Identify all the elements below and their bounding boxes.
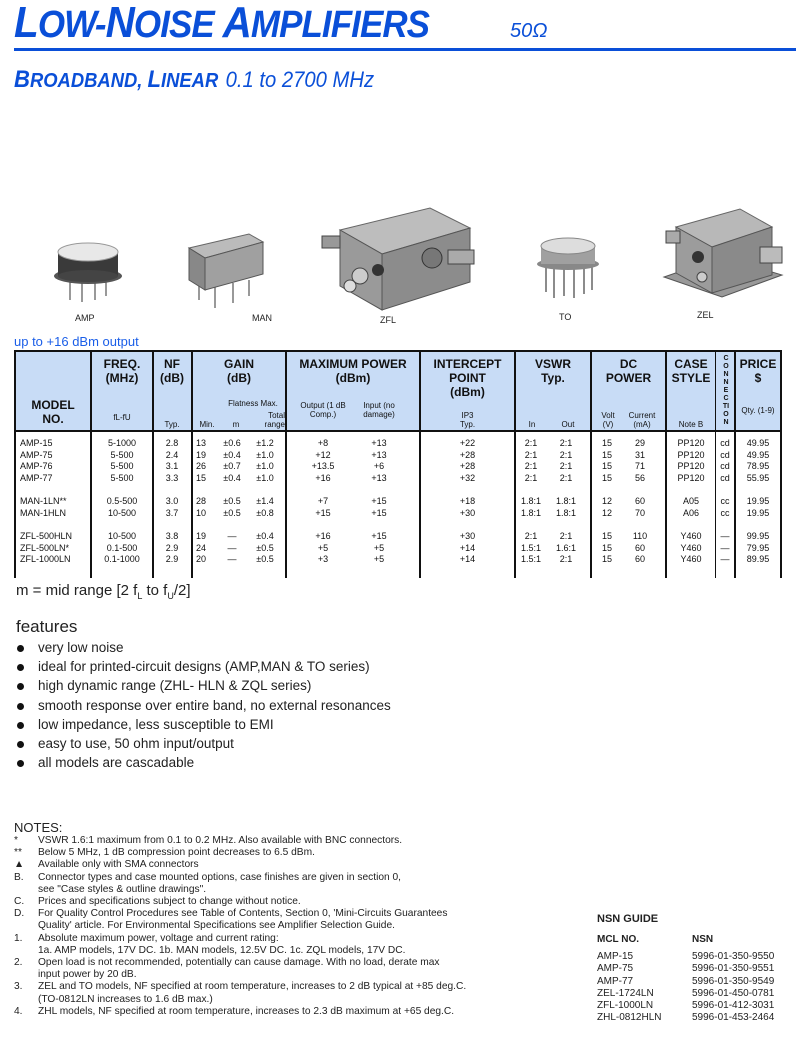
feature-item: very low noise	[16, 638, 391, 657]
cell-nf: 3.1	[165, 461, 179, 471]
cell-vin: 1.5:1	[520, 554, 542, 564]
cell-cur: 60	[634, 554, 645, 564]
man-product-image	[185, 228, 270, 313]
nsn-row	[597, 988, 774, 1000]
nsn-number: 5996-01-450-0781	[692, 987, 775, 999]
zfl-product-image	[320, 200, 480, 312]
note-item	[14, 859, 574, 871]
feature-item: all models are cascadable	[16, 753, 391, 772]
cell-nf: 3.0	[165, 496, 179, 506]
note-item	[14, 847, 574, 859]
cell-vin: 1.8:1	[520, 507, 542, 518]
cell-gtot: ±1.0	[256, 472, 274, 483]
note-item	[14, 981, 574, 1005]
cell-ip3: +18	[459, 496, 476, 506]
cell-vin: 2:1	[524, 449, 538, 460]
cell-case: Y460	[680, 542, 702, 553]
cell-case: PP120	[677, 472, 705, 483]
cell-cur: 70	[634, 507, 645, 518]
cell-nf: 2.4	[165, 449, 179, 460]
title-rule	[14, 48, 796, 51]
notes-heading: NOTES:	[14, 820, 63, 835]
cell-freq: 10-500	[107, 507, 137, 518]
cell-pin: +13	[371, 449, 387, 460]
note-text-continued: input power by 20 dB.	[38, 969, 137, 981]
cell-gtot: ±0.5	[256, 542, 274, 553]
midrange-definition: m = mid range [2 $f_L$ to $f_U/2$]	[16, 582, 191, 601]
cell-gmin: 28	[196, 496, 207, 506]
feature-item: high dynamic range (ZHL- HLN & ZQL series)	[16, 676, 391, 695]
feature-item: smooth response over entire band, no external resonances	[16, 696, 391, 715]
cell-gtot: ±1.0	[256, 461, 274, 471]
cell-volt: 15	[601, 542, 612, 553]
cell-price: 89.95	[746, 554, 770, 564]
cell-freq: 5-500	[110, 461, 134, 471]
note-marker: 4.	[14, 1005, 23, 1017]
cell-freq: 0.1-1000	[104, 554, 140, 564]
cell-gm: ±0.7	[223, 461, 241, 471]
nsn-row	[597, 951, 774, 963]
note-text: Connector types and case mounted options, case finishes are given in section 0,	[38, 871, 402, 883]
cell-freq: 5-500	[110, 449, 134, 460]
cell-model: AMP-75	[20, 449, 53, 460]
cell-vout: 1.8:1	[555, 507, 577, 518]
cell-vin: 1.8:1	[520, 496, 542, 506]
cell-gm: —	[227, 542, 237, 553]
cell-model: ZFL-1000LN	[20, 554, 71, 564]
cell-pout: +16	[315, 531, 331, 541]
cell-conn: cd	[720, 461, 730, 471]
cell-price: 55.95	[746, 472, 770, 483]
cell-vout: 2:1	[559, 461, 573, 471]
cell-pout: +12	[315, 449, 331, 460]
cell-model: AMP-15	[20, 438, 53, 448]
note-marker: D.	[14, 908, 25, 920]
cell-model: AMP-76	[20, 461, 53, 471]
cell-vin: 2:1	[524, 472, 538, 483]
header-freq: FREQ. (MHz)	[103, 357, 141, 385]
note-text: Prices and specifications subject to change without notice.	[38, 896, 301, 908]
cell-nf: 2.9	[165, 542, 179, 553]
cell-price: 19.95	[746, 496, 770, 506]
nsn-mcl-no: AMP-15	[597, 951, 634, 963]
cell-vin: 2:1	[524, 438, 538, 448]
note-text-continued: (TO-0812LN increases to 1.6 dB max.)	[38, 993, 213, 1005]
cell-gmin: 10	[196, 507, 207, 518]
to-product-image	[536, 236, 600, 300]
cell-cur: 71	[634, 461, 645, 471]
cell-volt: 15	[601, 472, 612, 483]
cell-conn: cd	[720, 449, 730, 460]
header-gain-flatness: Flatness Max.	[228, 399, 278, 408]
cell-gmin: 19	[196, 449, 207, 460]
cell-price: 49.95	[746, 449, 770, 460]
zel-product-image	[662, 205, 784, 305]
cell-conn: cc	[720, 507, 730, 518]
to-can-package-icon	[52, 238, 124, 303]
note-item	[14, 872, 574, 896]
cell-model: MAN-1LN**	[20, 496, 67, 506]
note-marker: 2.	[14, 957, 23, 969]
cell-gmin: 26	[196, 461, 207, 471]
nsn-header-row: MCL NO. NSN	[597, 934, 714, 945]
header-nf-sub: Typ.	[164, 420, 180, 429]
cell-vout: 2:1	[559, 438, 573, 448]
nsn-mcl-no: AMP-75	[597, 963, 634, 975]
to-can-package-icon	[536, 236, 600, 300]
cell-ip3: +30	[459, 531, 476, 541]
cell-volt: 15	[601, 461, 612, 471]
col-divider	[14, 350, 16, 578]
cell-gtot: ±1.2	[256, 438, 274, 448]
features-list	[16, 638, 391, 772]
cell-gmin: 13	[196, 438, 207, 448]
feature-item: ideal for printed-circuit designs (AMP,MAN & TO series)	[16, 657, 391, 676]
header-gain-total: Total range	[264, 411, 285, 429]
cell-ip3: +14	[459, 542, 476, 553]
cell-conn: cd	[720, 438, 730, 448]
cell-pout: +5	[317, 542, 329, 553]
nsn-number: 5996-01-453-2464	[692, 1012, 775, 1024]
header-vswr-in: In	[528, 420, 536, 429]
note-marker: C.	[14, 896, 25, 908]
product-label-man: MAN	[252, 313, 272, 323]
cell-gm: —	[227, 554, 237, 564]
cell-pin: +15	[371, 531, 387, 541]
cell-gtot: ±0.8	[256, 507, 274, 518]
header-ip3: IP3 Typ.	[459, 411, 476, 429]
cell-pin: +5	[373, 554, 385, 564]
connectorized-box-icon	[320, 200, 480, 312]
header-gain-min: Min.	[199, 420, 215, 429]
nsn-number: 5996-01-350-9551	[692, 963, 775, 975]
nsn-number: 5996-01-350-9550	[692, 951, 775, 963]
cell-ip3: +14	[459, 554, 476, 564]
cell-model: MAN-1HLN	[20, 507, 67, 518]
page-title: LOW-NOISE AMPLIFIERS	[14, 0, 430, 47]
cell-ip3: +28	[459, 449, 476, 460]
connectorized-box-flange-icon	[662, 205, 784, 305]
cell-price: 79.95	[746, 542, 770, 553]
cell-ip3: +28	[459, 461, 476, 471]
header-intercept: INTERCEPT POINT (dBm)	[433, 357, 502, 399]
product-label-zfl: ZFL	[380, 315, 397, 325]
cell-gmin: 24	[196, 542, 207, 553]
header-gain-m: m	[232, 420, 240, 429]
cell-cur: 56	[634, 472, 645, 483]
cell-conn: —	[720, 542, 730, 553]
nsn-guide-table	[597, 934, 774, 1024]
nsn-number: 5996-01-350-9549	[692, 975, 775, 987]
cell-volt: 15	[601, 531, 612, 541]
cell-case: PP120	[677, 461, 705, 471]
cell-volt: 15	[601, 554, 612, 564]
header-price: PRICE $	[739, 357, 777, 385]
cell-pin: +13	[371, 472, 387, 483]
cell-pout: +3	[317, 554, 329, 564]
header-vswr: VSWR Typ.	[535, 357, 571, 385]
cell-ip3: +30	[459, 507, 476, 518]
cell-gmin: 20	[196, 554, 207, 564]
header-case-style: CASE STYLE	[671, 357, 711, 385]
cell-pout: +15	[315, 507, 331, 518]
cell-case: A05	[682, 496, 699, 506]
cell-gtot: ±1.0	[256, 449, 274, 460]
note-text: VSWR 1.6:1 maximum from 0.1 to 0.2 MHz. Also available with BNC connectors.	[38, 835, 403, 846]
col-divider	[780, 350, 782, 578]
cell-vout: 2:1	[559, 531, 573, 541]
nsn-mcl-no: ZFL-1000LN	[597, 1000, 654, 1012]
note-marker: **	[14, 847, 22, 859]
note-item	[14, 957, 574, 981]
note-marker: 1.	[14, 932, 23, 944]
cell-nf: 2.9	[165, 554, 179, 564]
cell-case: PP120	[677, 438, 705, 448]
note-text-continued: 1a. AMP models, 17V DC. 1b. MAN models, 12.5V DC. 1c. ZQL models, 17V DC.	[38, 944, 406, 956]
header-vswr-out: Out	[561, 420, 575, 429]
cell-nf: 3.3	[165, 472, 179, 483]
cell-gmin: 19	[196, 531, 207, 541]
cell-gm: ±0.5	[223, 507, 241, 518]
cell-pin: +15	[371, 507, 387, 518]
cell-nf: 3.7	[165, 507, 179, 518]
note-text-continued: see "Case styles & outline drawings".	[38, 883, 207, 895]
cell-vin: 1.5:1	[520, 542, 542, 553]
cell-gmin: 15	[196, 472, 207, 483]
note-text: Open load is not recommended, potentially can cause damage. With no load, derate max	[38, 957, 440, 969]
cell-vin: 2:1	[524, 531, 538, 541]
cell-model: ZFL-500HLN	[20, 531, 73, 541]
cell-price: 99.95	[746, 531, 770, 541]
note-text: Below 5 MHz, 1 dB compression point decreases to 6.5 dBm.	[38, 847, 315, 859]
cell-ip3: +32	[459, 472, 476, 483]
nsn-row	[597, 976, 774, 988]
note-text: Absolute maximum power, voltage and current rating:	[38, 932, 279, 944]
header-model: MODEL NO.	[31, 398, 75, 426]
note-text: ZHL models, NF specified at room temperature, increases to 2.3 dB maximum at +65 deg.C.	[38, 1005, 455, 1017]
cell-freq: 5-1000	[107, 438, 137, 448]
cell-case: Y460	[680, 531, 702, 541]
header-price-qty: Qty. (1-9)	[741, 406, 775, 415]
cell-pin: +6	[373, 461, 385, 471]
cell-cur: 60	[634, 496, 645, 506]
cell-case: A06	[682, 507, 699, 518]
header-maxp-input: Input (no damage)	[363, 401, 395, 419]
cell-conn: —	[720, 531, 730, 541]
header-connection: CONNECTION	[722, 355, 730, 426]
cell-gtot: ±1.4	[256, 496, 274, 506]
cell-cur: 110	[632, 531, 648, 541]
header-maxp-output: Output (1 dB Comp.)	[300, 401, 346, 419]
cell-volt: 12	[601, 507, 612, 518]
note-item	[14, 1006, 574, 1018]
product-label-amp: AMP	[75, 313, 95, 323]
note-marker: ▲	[14, 859, 25, 871]
cell-gm: ±0.6	[223, 438, 241, 448]
cell-conn: cc	[720, 496, 730, 506]
cell-model: AMP-77	[20, 472, 53, 483]
cell-freq: 5-500	[110, 472, 134, 483]
features-heading: features	[16, 617, 78, 636]
product-label-to: TO	[559, 312, 572, 322]
table-caption: up to +16 dBm output	[14, 334, 139, 349]
header-freq-sub: fL-fU	[113, 413, 131, 422]
cell-model: ZFL-500LN*	[20, 542, 70, 553]
rectangular-pin-package-icon	[185, 228, 270, 313]
impedance-label: 50Ω	[510, 20, 548, 42]
cell-conn: —	[720, 554, 730, 564]
cell-pout: +16	[315, 472, 331, 483]
cell-volt: 15	[601, 438, 612, 448]
note-text-continued: Quality' article. For Environmental Specifications see Amplifier Selection Guide.	[38, 920, 395, 932]
cell-pout: +13.5	[311, 461, 335, 471]
cell-pin: +5	[373, 542, 385, 553]
cell-volt: 12	[601, 496, 612, 506]
cell-gm: —	[227, 531, 237, 541]
cell-gm: ±0.4	[223, 472, 241, 483]
note-item	[14, 835, 574, 847]
cell-cur: 29	[634, 438, 645, 448]
cell-price: 78.95	[746, 461, 770, 471]
cell-vout: 1.6:1	[555, 542, 577, 553]
cell-vin: 2:1	[524, 461, 538, 471]
note-marker: 3.	[14, 981, 23, 993]
header-dc-power: DC POWER	[605, 357, 652, 385]
cell-price: 19.95	[746, 507, 770, 518]
nsn-mcl-no: ZEL-1724LN	[597, 987, 654, 999]
cell-gtot: ±0.4	[256, 531, 274, 541]
cell-gm: ±0.5	[223, 496, 241, 506]
cell-gtot: ±0.5	[256, 554, 274, 564]
nsn-mcl-no: AMP-77	[597, 975, 634, 987]
note-text: ZEL and TO models, NF specified at room temperature, increases to 2 dB typical at +85 deg.C.	[38, 981, 467, 993]
cell-pout: +8	[317, 438, 329, 448]
nsn-guide-heading: NSN GUIDE	[597, 913, 659, 925]
nsn-row	[597, 1012, 774, 1024]
note-text: For Quality Control Procedures see Table of Contents, Section 0, 'Mini-Circuits Guarantees	[38, 908, 448, 920]
cell-nf: 2.8	[165, 438, 179, 448]
cell-vout: 2:1	[559, 449, 573, 460]
header-dc-volt: Volt (V)	[601, 411, 615, 429]
cell-ip3: +22	[459, 438, 476, 448]
cell-vout: 2:1	[559, 554, 573, 564]
cell-nf: 3.8	[165, 531, 179, 541]
cell-vout: 1.8:1	[555, 496, 577, 506]
note-item	[14, 933, 574, 957]
nsn-row	[597, 1000, 774, 1012]
nsn-mcl-no: ZHL-0812HLN	[597, 1012, 662, 1024]
header-gain: GAIN (dB)	[224, 357, 254, 385]
cell-freq: 0.5-500	[106, 496, 138, 506]
feature-item: low impedance, less susceptible to EMI	[16, 715, 391, 734]
cell-pin: +15	[371, 496, 387, 506]
note-item	[14, 896, 574, 908]
cell-freq: 10-500	[107, 531, 137, 541]
page-subtitle: BROADBAND, LINEAR 0.1 to 2700 MHz	[14, 66, 375, 93]
cell-conn: cd	[720, 472, 730, 483]
note-text: Available only with SMA connectors	[38, 859, 199, 871]
cell-case: Y460	[680, 554, 702, 564]
header-nf: NF (dB)	[160, 357, 184, 385]
header-max-power: MAXIMUM POWER (dBm)	[299, 357, 407, 385]
header-dc-current: Current (mA)	[628, 411, 656, 429]
cell-cur: 31	[634, 449, 645, 460]
amp-product-image	[52, 238, 124, 303]
note-marker: B.	[14, 871, 24, 883]
cell-price: 49.95	[746, 438, 770, 448]
cell-cur: 60	[634, 542, 645, 553]
cell-pout: +7	[317, 496, 329, 506]
cell-freq: 0.1-500	[106, 542, 138, 553]
cell-pin: +13	[371, 438, 387, 448]
cell-case: PP120	[677, 449, 705, 460]
cell-gm: ±0.4	[223, 449, 241, 460]
header-case-note: Note B	[678, 420, 704, 429]
notes-list	[14, 835, 574, 1018]
nsn-number: 5996-01-412-3031	[692, 1000, 775, 1012]
nsn-row	[597, 963, 774, 975]
feature-item: easy to use, 50 ohm input/output	[16, 734, 391, 753]
product-label-zel: ZEL	[697, 310, 714, 320]
cell-vout: 2:1	[559, 472, 573, 483]
cell-volt: 15	[601, 449, 612, 460]
note-item	[14, 908, 574, 932]
note-marker: *	[14, 835, 18, 846]
